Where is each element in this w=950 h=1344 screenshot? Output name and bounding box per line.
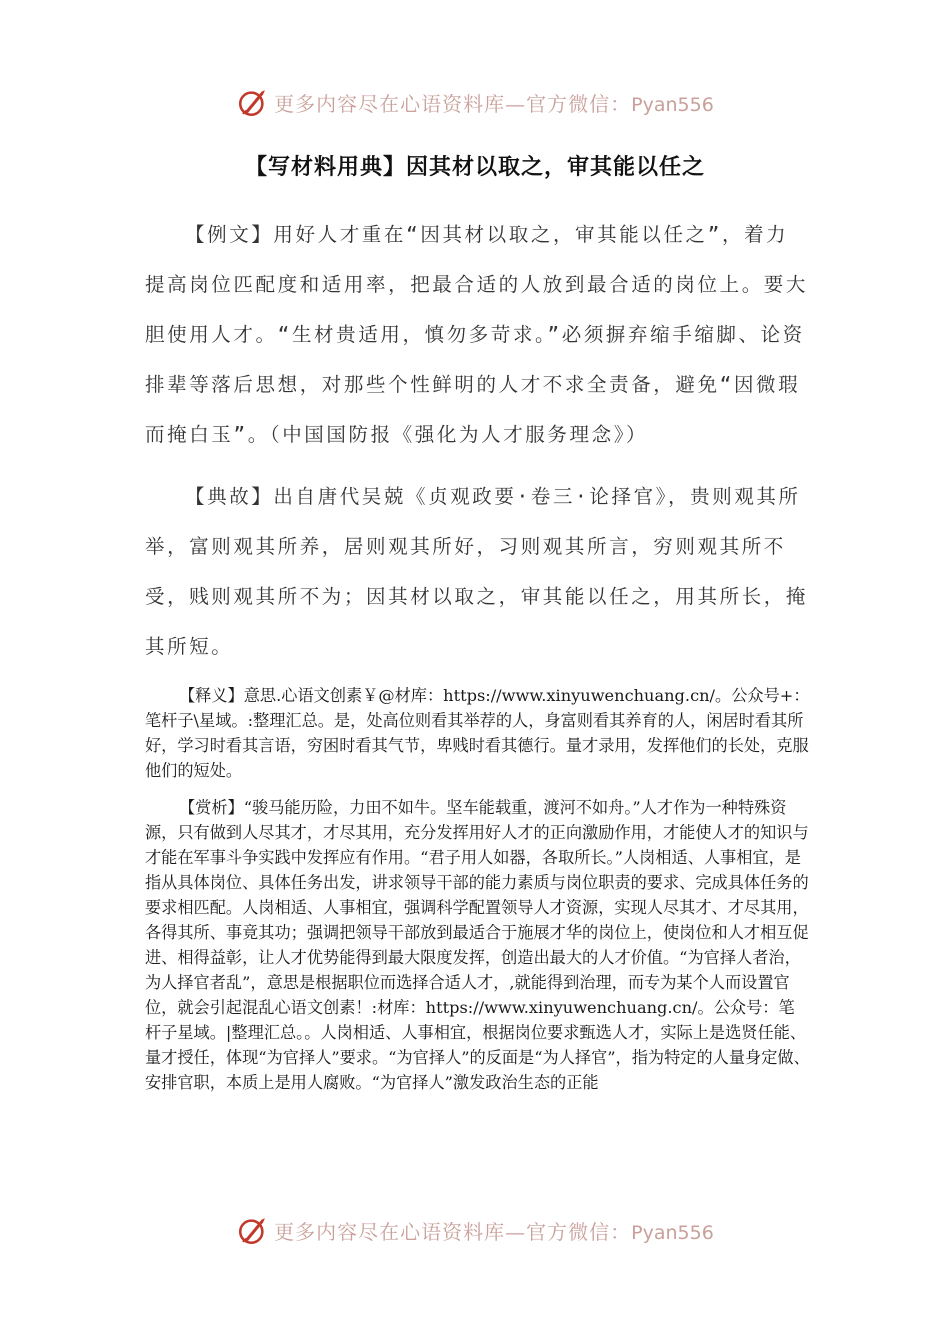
banner-text: 更多内容尽在心语资料库—官方微信：Pyan556 xyxy=(274,1219,714,1244)
paragraph-liwen: 【例文】用好人才重在“因其材以取之，审其能以任之”，着力提高岗位匹配度和适用率，把最合适的人放到最合适的岗位上。要大胆使用人才。“生材贵适用，慎勿多苛求。”必须摒弃缩手缩脚、论资排辈等落后思想，对那些个性鲜明的人才不求全责备，避免“因微瑕而掩白玉”。（中国国防报《强化为人才服务理念》） xyxy=(145,223,809,446)
banner-id: Pyan556 xyxy=(631,1221,714,1244)
footer-banner xyxy=(0,1208,950,1252)
banner-text: 更多内容尽在心语资料库—官方微信：Pyan556 xyxy=(274,91,714,116)
paragraph-shiyi: 【释义】意思.心语文创素￥@材库：https://www.xinyuwenchuang.cn/。公众号+：笔杆子\星域。:整理汇总。是，处高位则看其举荐的人，身富则看其养育的人，闲居时看其所好，学习时看其言语，穷困时看其气节，卑贱时看其德行。量才录用，发挥他们的长处，克服他们的短处。 xyxy=(145,686,810,780)
header-banner xyxy=(0,80,950,124)
paragraph-shangxi: 【赏析】“骏马能历险，力田不如牛。坚车能载重，渡河不如舟。”人才作为一种特殊资源，只有做到人尽其才，才尽其用，充分发挥用好人才的正向激励作用，才能使人才的知识与才能在军事斗争实践中发挥应有作用。“君子用人如器，各取所长。”人岗相适、人事相宜，是指从具体岗位、具体任务出发，讲求领导干部的能力素质与岗位职责的要求、完成具体任务的要求相匹配。人岗相适、人事相宜，强调科学配置领导人才资源，实现人尽其才、才尽其用，各得其所、事竟其功；强调把领导干部放到最适合于施展才华的岗位上，使岗位和人才相互促进、相得益彰，让人才优势能得到最大限度发挥，创造出最大的人才价值。“为官择人者治，为人择官者乱”，意思是根据职位而选择合适人才，,就能得到治理，而专为某个人而设置官位，就会引起混乱心语文创素！:材库：https://www.xinyuwenchuang.cn/。公众号：笔杆子星域。|整理汇总。。人岗相适、人事相宜，根据岗位要求甄选人才，实际上是选贤任能、量才授任，体现“为官择人”要求。“为官择人”的反面是“为人择官”，指为特定的人量身定做、安排官职，本质上是用人腐败。“为官择人”激发政治生态的正能 xyxy=(145,798,810,1092)
quill-pen-circle-icon xyxy=(236,1213,270,1247)
banner-id: Pyan556 xyxy=(631,93,714,116)
quill-pen-circle-icon xyxy=(236,85,270,119)
paragraph-diangu: 【典故】出自唐代吴兢《贞观政要·卷三·论择官》，贵则观其所举，富则观其所养，居则观其所好，习则观其所言，穷则观其所不受，贱则观其所不为；因其材以取之，审其能以任之，用其所长，掩其所短。 xyxy=(145,485,809,658)
page-title: 【写材料用典】因其材以取之，审其能以任之 xyxy=(244,154,705,180)
